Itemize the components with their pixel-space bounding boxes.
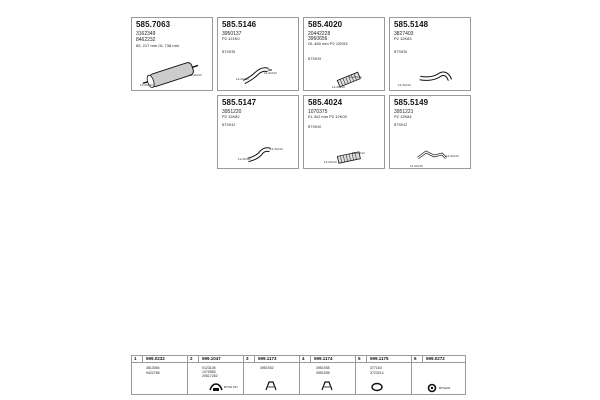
part-drawing-ref: BTSH29 bbox=[308, 57, 322, 61]
part-number: 585.5147 bbox=[222, 98, 257, 107]
accessory-ref-line: 1070583 bbox=[202, 370, 216, 374]
part-card bbox=[389, 17, 471, 91]
part-drawing-ref: BTSH35 bbox=[222, 50, 236, 54]
accessory-part-number: 599.1175 bbox=[370, 356, 389, 361]
accessory-header bbox=[132, 356, 187, 363]
part-card bbox=[389, 95, 471, 169]
part-label: 12-21013 bbox=[398, 83, 411, 87]
part-number: 585.5146 bbox=[222, 20, 257, 29]
accessory-ref-line: 377163 bbox=[370, 366, 382, 370]
part-dimensions: OL 460 mm P2 12K03 bbox=[308, 41, 348, 46]
part-label: 12-21013 bbox=[236, 77, 249, 81]
part-ref-line: 3950137 bbox=[222, 31, 242, 37]
accessory-ref-line: 3951935 bbox=[316, 366, 330, 370]
part-number: 585.5149 bbox=[394, 98, 429, 107]
part-card bbox=[303, 95, 385, 169]
part-dimensions: 65, 217 mm OL 738 mm bbox=[136, 43, 179, 48]
part-card bbox=[131, 17, 213, 91]
part-ref-line: 8462232 bbox=[136, 37, 156, 43]
part-dimensions: EL 3x2 mm P2 12K03 bbox=[308, 114, 347, 119]
accessory-cell bbox=[412, 356, 465, 394]
part-card bbox=[217, 95, 299, 169]
flex-pipe-drawing bbox=[304, 18, 386, 92]
bracket-drawing bbox=[264, 380, 278, 392]
accessory-header bbox=[300, 356, 355, 363]
part-ref-line: P2 12K82 bbox=[222, 114, 240, 119]
part-ref-line: 3951221 bbox=[394, 109, 414, 115]
part-label: 12-21013 bbox=[264, 71, 277, 75]
part-ref-line: P2 12K84 bbox=[394, 114, 412, 119]
accessory-ref-line: 20617252 bbox=[202, 374, 218, 378]
part-ref-line: 3162349 bbox=[136, 31, 156, 37]
tail-pipe-drawing bbox=[390, 96, 472, 170]
part-drawing-ref: BTSH30 bbox=[394, 50, 408, 54]
part-number: 585.4020 bbox=[308, 20, 343, 29]
accessory-drawing-ref: BTSH 157 bbox=[224, 385, 238, 389]
accessory-part-number: 599.1174 bbox=[314, 356, 333, 361]
accessory-number: 2 bbox=[190, 356, 193, 361]
accessory-ref-line: 3951935 bbox=[316, 371, 330, 375]
clamp-drawing bbox=[208, 382, 224, 392]
divider bbox=[142, 356, 143, 362]
part-ref-line: P2 121K0 bbox=[222, 36, 240, 41]
accessory-cell bbox=[244, 356, 300, 394]
part-drawing-ref: BTSH42 bbox=[222, 123, 236, 127]
accessory-cell bbox=[188, 356, 244, 394]
accessory-header bbox=[412, 356, 465, 363]
accessory-ref-line: 3951932 bbox=[260, 366, 274, 370]
accessory-header bbox=[356, 356, 411, 363]
gasket-drawing bbox=[370, 382, 384, 392]
accessory-number: 4 bbox=[302, 356, 305, 361]
part-label: 12-21013 bbox=[410, 164, 423, 168]
part-ref-line: 3960656 bbox=[308, 36, 328, 42]
accessory-header bbox=[244, 356, 299, 363]
accessory-part-number: 599.1173 bbox=[258, 356, 277, 361]
part-label: 12-21013 bbox=[140, 83, 153, 87]
part-number: 585.7063 bbox=[136, 20, 171, 29]
accessory-cell bbox=[132, 356, 188, 394]
accessory-ref-line: 9422768 bbox=[146, 371, 160, 375]
accessory-number: 3 bbox=[246, 356, 249, 361]
part-label: 12-21013 bbox=[332, 85, 345, 89]
bent-pipe-drawing bbox=[218, 96, 300, 170]
accessory-ref-line: 0123105 bbox=[202, 366, 216, 370]
accessory-number: 5 bbox=[358, 356, 361, 361]
accessory-ref-line: 3813054 bbox=[146, 366, 160, 370]
accessory-part-number: 599.0272 bbox=[426, 356, 445, 361]
part-drawing-ref: BTSH42 bbox=[394, 123, 408, 127]
divider bbox=[198, 356, 199, 362]
divider bbox=[366, 356, 367, 362]
accessory-cell bbox=[300, 356, 356, 394]
divider bbox=[254, 356, 255, 362]
part-ref-line: 3951220 bbox=[222, 109, 242, 115]
muffler-drawing bbox=[132, 18, 214, 92]
part-number: 585.4024 bbox=[308, 98, 343, 107]
accessory-number: 6 bbox=[414, 356, 417, 361]
part-drawing-ref: BTSH40 bbox=[308, 125, 322, 129]
part-label: 12-21013 bbox=[349, 75, 362, 79]
part-label: 12-21013 bbox=[324, 160, 337, 164]
rubber-mount-drawing bbox=[426, 383, 438, 393]
part-ref-line: 1070375 bbox=[308, 109, 328, 115]
part-ref-line: P2 12K83 bbox=[394, 36, 412, 41]
part-ref-line: 3827403 bbox=[394, 31, 414, 37]
accessories-strip bbox=[131, 355, 466, 395]
part-card bbox=[217, 17, 299, 91]
part-label: 12-21013 bbox=[270, 147, 283, 151]
divider bbox=[310, 356, 311, 362]
accessory-header bbox=[188, 356, 243, 363]
bracket-drawing bbox=[320, 380, 334, 392]
divider bbox=[422, 356, 423, 362]
part-label: 12-21013 bbox=[446, 154, 459, 158]
accessory-number: 1 bbox=[134, 356, 137, 361]
part-label: 12-21013 bbox=[352, 151, 365, 155]
bent-pipe-drawing bbox=[218, 18, 300, 92]
accessory-part-number: 599.0232 bbox=[146, 356, 165, 361]
part-label: 12-21013 bbox=[238, 157, 251, 161]
part-label: 12-21013 bbox=[189, 73, 202, 77]
accessory-drawing-ref: BTSH32 bbox=[439, 386, 451, 390]
flex-pipe-drawing bbox=[304, 96, 386, 170]
accessory-cell bbox=[356, 356, 412, 394]
accessory-part-number: 599.1047 bbox=[202, 356, 221, 361]
part-card bbox=[303, 17, 385, 91]
part-number: 585.5148 bbox=[394, 20, 429, 29]
curved-pipe-drawing bbox=[390, 18, 472, 92]
accessory-ref-line: 3723214 bbox=[370, 371, 384, 375]
part-ref-line: 20442228 bbox=[308, 31, 331, 37]
